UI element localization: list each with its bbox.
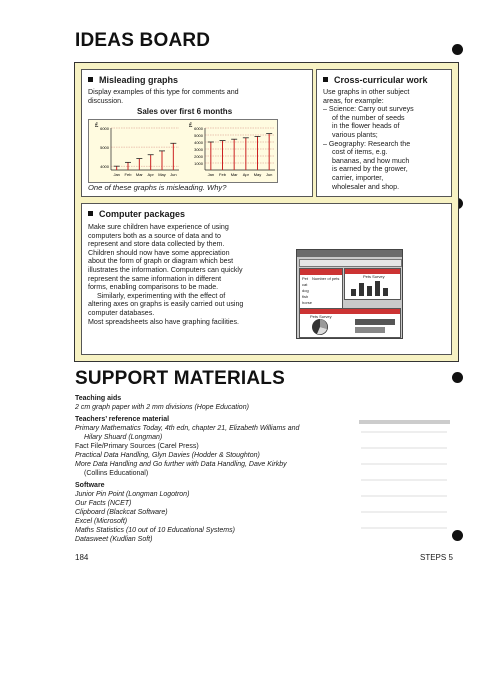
- cross-curricular-line: bananas, and how much: [332, 156, 410, 165]
- ideas-board-title: IDEAS BOARD: [75, 30, 211, 51]
- faint-page-thumbnail: [357, 418, 452, 538]
- bar-window-title: Pets Survey: [363, 274, 385, 279]
- right-chart-month-label: Jan: [207, 172, 215, 177]
- cross-curricular-line: in the flower heads of: [332, 122, 400, 131]
- misleading-caption: One of these graphs is misleading. Why?: [88, 183, 227, 192]
- computer-text-line: Similarly, experimenting with the effect of: [97, 291, 226, 300]
- table-row: cat: [302, 282, 308, 287]
- right-chart-month-label: May: [253, 172, 262, 177]
- cross-curricular-line: carrier, importer,: [332, 173, 384, 182]
- cross-curricular-line: – Science: Carry out surveys: [323, 105, 414, 114]
- reference-item: Practical Data Handling, Glyn Davies (Hodder & Stoughton): [75, 452, 260, 459]
- margin-dot: [452, 372, 463, 383]
- ideas-board: [74, 62, 459, 362]
- cross-curricular-line: Use graphs in other subject: [323, 88, 410, 96]
- cross-curricular-panel: [316, 69, 452, 197]
- support-materials-text: [75, 394, 365, 544]
- software-item: Junior Pin Point (Longman Logotron): [75, 491, 190, 498]
- reference-heading: Teachers’ reference material: [75, 416, 170, 423]
- computer-text-line: computers both as a source of data and to: [88, 231, 221, 240]
- left-chart-tick: 5000: [100, 145, 109, 151]
- teaching-aids-item: 2 cm graph paper with 2 mm divisions (Hope Education): [75, 404, 249, 411]
- misleading-graphs-panel: [81, 69, 313, 197]
- reference-list: [75, 424, 365, 478]
- left-chart-tick: 4000: [100, 164, 109, 170]
- misleading-heading: Misleading graphs: [88, 75, 178, 85]
- software-screen-illustration: [296, 249, 403, 339]
- chart-title: Sales over first 6 months: [137, 107, 233, 116]
- software-item: Maths Statistics (10 out of 10 Educational Systems): [75, 527, 235, 534]
- computer-text-line: Make sure children have experience of using: [88, 223, 229, 231]
- computer-text-line: Most spreadsheets also have graphing facilities.: [88, 317, 240, 326]
- software-heading: Software: [75, 482, 105, 489]
- section-label: STEPS 5: [420, 553, 453, 562]
- right-chart-tick: 2000: [194, 154, 203, 159]
- cross-curricular-line: of the number of seeds: [332, 113, 405, 122]
- left-chart-month-label: Feb: [124, 172, 132, 177]
- software-item: Our Facts (NCET): [75, 500, 132, 507]
- left-chart-month-label: May: [158, 172, 166, 177]
- right-chart-month-label: Feb: [219, 172, 226, 177]
- right-chart-month-label: Apr: [242, 172, 249, 177]
- misleading-text: Display examples of this type for comments and discussion.: [88, 88, 239, 105]
- right-chart-tick: 5000: [194, 133, 203, 138]
- left-chart-currency: £: [95, 123, 99, 129]
- computer-text-line: about the form of graph or diagram which best: [88, 257, 234, 266]
- computer-text: [88, 223, 243, 326]
- reference-item: Fact File/Primary Sources (Carel Press): [75, 443, 199, 450]
- right-chart-tick: 4000: [194, 140, 203, 145]
- reference-item: More Data Handling and Go further with Data Handling, Dave Kirkby: [75, 461, 287, 468]
- table-row: fish: [302, 294, 309, 299]
- computer-text-line: forms, enabling comparisons to be made.: [88, 283, 219, 292]
- cross-curricular-line: areas, for example:: [323, 96, 384, 105]
- toolbar: [299, 259, 402, 267]
- margin-dot: [452, 44, 463, 55]
- left-chart-month-label: Mar: [135, 172, 143, 177]
- table-row: horse: [302, 300, 313, 305]
- misleading-charts: [89, 120, 277, 182]
- left-chart-month-label: Jan: [113, 172, 120, 177]
- reference-item: (Collins Educational): [84, 470, 149, 477]
- cross-curricular-line: is earned by the grower,: [332, 165, 408, 174]
- page-number: 184: [75, 553, 89, 562]
- misleading-charts-box: [88, 119, 278, 183]
- margin-dot: [452, 530, 463, 541]
- software-list: [75, 490, 365, 544]
- cross-curricular-line: wholesaler and shop.: [332, 182, 400, 191]
- pie-chart-window: [299, 308, 401, 338]
- reference-item: Primary Mathematics Today, 4th edn, chapter 21, Elizabeth Williams and: [75, 425, 300, 432]
- computer-packages-panel: [81, 203, 452, 355]
- software-item: Datasweet (Kudlian Soft): [75, 536, 153, 543]
- cross-curricular-line: various plants;: [332, 130, 378, 139]
- teaching-aids-heading: Teaching aids: [75, 395, 122, 402]
- left-chart-month-label: Apr: [147, 172, 154, 177]
- right-chart-month-label: Jun: [265, 172, 273, 177]
- right-chart-month-label: Mar: [230, 172, 238, 177]
- computer-text-line: computer databases.: [88, 308, 155, 317]
- cross-curricular-line: – Geography: Research the: [323, 139, 411, 148]
- left-chart-month-label: Jun: [170, 172, 177, 177]
- computer-text-line: illustrates the information. Computers can quickly: [88, 265, 243, 274]
- right-chart-tick: 3000: [194, 147, 203, 152]
- pie-window-title: Pets Survey: [310, 314, 332, 319]
- window-titlebar: [297, 250, 402, 257]
- support-materials-title: SUPPORT MATERIALS: [75, 368, 285, 389]
- table-header-pet: Pet: [302, 276, 309, 281]
- left-chart-tick: 6000: [100, 126, 109, 131]
- cross-curricular-line: cost of items, e.g.: [332, 148, 388, 157]
- table-row: dog: [302, 288, 309, 293]
- cross-curricular-heading: Cross-curricular work: [323, 75, 428, 85]
- cross-curricular-text: [323, 88, 414, 191]
- computer-text-line: represent and store data collected by them.: [88, 240, 225, 249]
- computer-text-line: Children should now have some appreciation: [88, 248, 230, 257]
- computer-text-line: altering axes on graphs is easily carried out using: [88, 300, 244, 309]
- reference-item: Hilary Shuard (Longman): [84, 434, 163, 441]
- right-chart-tick: 6000: [194, 126, 203, 131]
- right-chart-currency: £: [189, 123, 193, 129]
- computer-heading: Computer packages: [88, 209, 185, 219]
- table-header-number: Number of pets: [312, 276, 340, 281]
- software-item: Clipboard (Blackcat Software): [75, 509, 168, 516]
- software-item: Excel (Microsoft): [75, 518, 128, 525]
- right-chart-tick: 1000: [194, 161, 203, 166]
- computer-text-line: represent the same information in different: [88, 274, 222, 283]
- bar-chart-window: [344, 268, 401, 300]
